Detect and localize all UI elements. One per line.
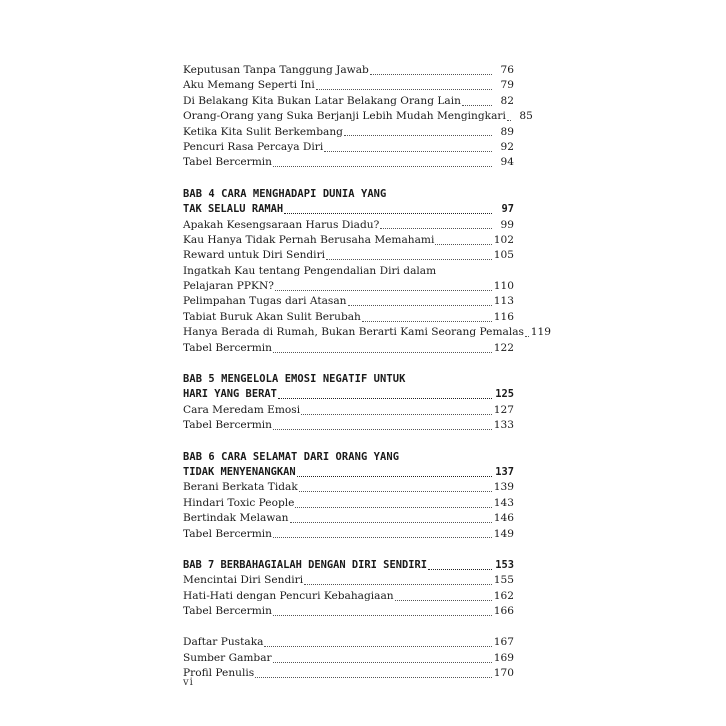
dot-leader — [264, 646, 492, 647]
section-gap — [183, 171, 514, 187]
toc-entry[interactable] — [183, 666, 514, 681]
toc-entry-page-number: 79 — [500, 79, 514, 92]
toc-entry[interactable] — [183, 233, 514, 248]
toc-entry-label: Pelajaran PPKN? — [183, 280, 274, 293]
toc-entry[interactable] — [183, 403, 514, 418]
chapter-page-number: 125 — [495, 388, 514, 401]
dot-leader — [324, 151, 492, 152]
toc-entry-label: Hindari Toxic People — [183, 496, 295, 509]
dot-leader — [428, 569, 492, 570]
toc-entry-page-number: 119 — [530, 326, 551, 339]
toc-entry-label: Mencintai Diri Sendiri — [183, 574, 304, 587]
toc-entry[interactable] — [183, 109, 533, 124]
toc-entry-page-number: 76 — [500, 63, 514, 76]
page-number-folio: vi — [183, 677, 194, 688]
toc-entry-label: Orang-Orang yang Suka Berjanji Lebih Mudah Mengingkari — [183, 110, 506, 123]
toc-section — [183, 450, 514, 542]
toc-entry-page-number: 162 — [493, 589, 514, 602]
dot-leader — [273, 662, 492, 663]
toc-entry-label: Pencuri Rasa Percaya Diri — [183, 140, 324, 153]
toc-entry[interactable] — [183, 496, 514, 511]
chapter-heading-label: HARI YANG BERAT — [183, 388, 277, 401]
toc-entry-page-number: 92 — [500, 140, 514, 153]
toc-entry-label: Daftar Pustaka — [183, 636, 264, 649]
dot-leader — [316, 89, 492, 90]
dot-leader — [273, 537, 492, 538]
toc-entry-label: Tabel Bercermin — [183, 341, 273, 354]
toc-entry[interactable] — [183, 78, 514, 93]
section-gap — [183, 434, 514, 450]
dot-leader — [284, 213, 492, 214]
dot-leader — [301, 414, 492, 415]
toc-section — [183, 636, 514, 682]
chapter-page-number: 153 — [495, 558, 514, 571]
dot-leader — [273, 429, 492, 430]
dot-leader — [380, 228, 492, 229]
table-of-contents — [183, 63, 551, 682]
toc-entry[interactable] — [183, 527, 514, 542]
dot-leader — [344, 135, 492, 136]
chapter-heading-line[interactable]: BAB 4 CARA MENGHADAPI DUNIA YANG — [183, 187, 387, 200]
toc-entry[interactable] — [183, 651, 514, 666]
dot-leader — [435, 244, 492, 245]
toc-entry-page-number: 122 — [493, 341, 514, 354]
toc-entry[interactable] — [183, 636, 514, 651]
toc-entry-label: Tabel Bercermin — [183, 156, 273, 169]
toc-entry-label: Apakah Kesengsaraan Harus Diadu? — [183, 218, 380, 231]
toc-entry[interactable] — [183, 511, 514, 526]
toc-entry[interactable] — [183, 341, 514, 356]
toc-entry-label: Tabel Bercermin — [183, 605, 273, 618]
toc-entry-label: Kau Hanya Tidak Pernah Berusaha Memahami — [183, 233, 435, 246]
dot-leader — [326, 259, 492, 260]
toc-section — [183, 187, 551, 356]
chapter-heading-row[interactable] — [183, 558, 514, 573]
toc-section — [183, 558, 514, 620]
toc-entry[interactable] — [183, 589, 514, 604]
toc-entry-label: Tabel Bercermin — [183, 527, 273, 540]
chapter-heading-row[interactable] — [183, 465, 514, 480]
dot-leader — [297, 476, 492, 477]
dot-leader — [395, 600, 492, 601]
dot-leader — [295, 507, 492, 508]
toc-entry-label: Berani Berkata Tidak — [183, 481, 298, 494]
toc-section — [183, 63, 533, 171]
toc-entry-page-number: 89 — [500, 125, 514, 138]
dot-leader — [275, 290, 492, 291]
toc-entry[interactable] — [183, 94, 514, 109]
toc-entry-page-number: 170 — [493, 667, 514, 680]
toc-entry[interactable] — [183, 418, 514, 433]
toc-entry[interactable] — [183, 294, 514, 309]
toc-entry[interactable] — [183, 310, 514, 325]
toc-entry[interactable] — [183, 279, 514, 294]
toc-entry[interactable] — [183, 218, 514, 233]
dot-leader — [290, 522, 493, 523]
chapter-heading-line[interactable]: BAB 6 CARA SELAMAT DARI ORANG YANG — [183, 450, 400, 463]
toc-entry[interactable] — [183, 248, 514, 263]
chapter-heading-label: TIDAK MENYENANGKAN — [183, 465, 296, 478]
chapter-heading-row[interactable] — [183, 387, 514, 402]
dot-leader — [278, 398, 492, 399]
toc-entry-page-number: 99 — [500, 218, 514, 231]
toc-entry-label: Profil Penulis — [183, 667, 255, 680]
chapter-heading-row[interactable] — [183, 202, 514, 217]
toc-entry-label: Ketika Kita Sulit Berkembang — [183, 125, 343, 138]
dot-leader — [462, 105, 492, 106]
toc-entry-label: Sumber Gambar — [183, 651, 272, 664]
toc-entry-label: Keputusan Tanpa Tanggung Jawab — [183, 63, 369, 76]
section-gap — [183, 620, 514, 636]
toc-entry[interactable] — [183, 325, 551, 340]
toc-entry[interactable] — [183, 604, 514, 619]
dot-leader — [273, 166, 492, 167]
toc-entry-page-number: 127 — [493, 403, 514, 416]
toc-entry-label: Hanya Berada di Rumah, Bukan Berarti Kami Seorang Pemalas — [183, 326, 524, 339]
toc-entry-page-number: 139 — [493, 481, 514, 494]
dot-leader — [370, 74, 492, 75]
chapter-heading-label: BAB 7 BERBAHAGIALAH DENGAN DIRI SENDIRI — [183, 558, 427, 571]
toc-entry-label: Cara Meredam Emosi — [183, 403, 301, 416]
dot-leader — [362, 321, 492, 322]
dot-leader — [273, 615, 492, 616]
dot-leader — [255, 677, 492, 678]
dot-leader — [273, 352, 492, 353]
toc-entry-page-number: 113 — [493, 295, 514, 308]
toc-entry-page-number: 167 — [493, 636, 514, 649]
toc-entry[interactable] — [183, 264, 514, 279]
toc-entry-page-number: 133 — [493, 419, 514, 432]
chapter-heading-label: TAK SELALU RAMAH — [183, 203, 284, 216]
toc-entry-page-number: 94 — [500, 156, 514, 169]
toc-entry[interactable] — [183, 573, 514, 588]
toc-entry-page-number: 105 — [493, 249, 514, 262]
toc-entry-label: Ingatkah Kau tentang Pengendalian Diri dalam — [183, 264, 437, 277]
chapter-page-number: 137 — [495, 465, 514, 478]
dot-leader — [304, 584, 492, 585]
toc-entry-page-number: 102 — [493, 233, 514, 246]
toc-entry[interactable] — [183, 63, 514, 78]
toc-entry-label: Tabel Bercermin — [183, 419, 273, 432]
toc-entry-page-number: 146 — [493, 512, 514, 525]
toc-entry[interactable] — [183, 125, 514, 140]
toc-entry-page-number: 143 — [493, 496, 514, 509]
chapter-heading-line[interactable]: BAB 5 MENGELOLA EMOSI NEGATIF UNTUK — [183, 373, 406, 386]
toc-entry-page-number: 149 — [493, 527, 514, 540]
toc-entry-page-number: 110 — [493, 280, 514, 293]
chapter-page-number: 97 — [501, 203, 514, 216]
section-gap — [183, 356, 514, 372]
toc-entry-label: Bertindak Melawan — [183, 512, 289, 525]
toc-entry-label: Aku Memang Seperti Ini — [183, 79, 315, 92]
dot-leader — [299, 491, 492, 492]
toc-entry-label: Di Belakang Kita Bukan Latar Belakang Orang Lain — [183, 94, 461, 107]
toc-entry-page-number: 169 — [493, 651, 514, 664]
toc-entry-page-number: 85 — [519, 110, 533, 123]
toc-entry[interactable] — [183, 155, 514, 170]
toc-entry-page-number: 82 — [500, 94, 514, 107]
toc-entry-page-number: 155 — [493, 574, 514, 587]
toc-entry-label: Pelimpahan Tugas dari Atasan — [183, 295, 347, 308]
dot-leader — [348, 305, 493, 306]
toc-entry-label: Tabiat Buruk Akan Sulit Berubah — [183, 310, 361, 323]
toc-entry[interactable] — [183, 140, 514, 155]
section-gap — [183, 542, 514, 558]
toc-entry-page-number: 116 — [493, 310, 514, 323]
toc-entry[interactable] — [183, 480, 514, 495]
toc-entry-label: Reward untuk Diri Sendiri — [183, 249, 326, 262]
toc-section — [183, 372, 514, 434]
toc-entry-label: Hati-Hati dengan Pencuri Kebahagiaan — [183, 589, 394, 602]
toc-entry-page-number: 166 — [493, 605, 514, 618]
